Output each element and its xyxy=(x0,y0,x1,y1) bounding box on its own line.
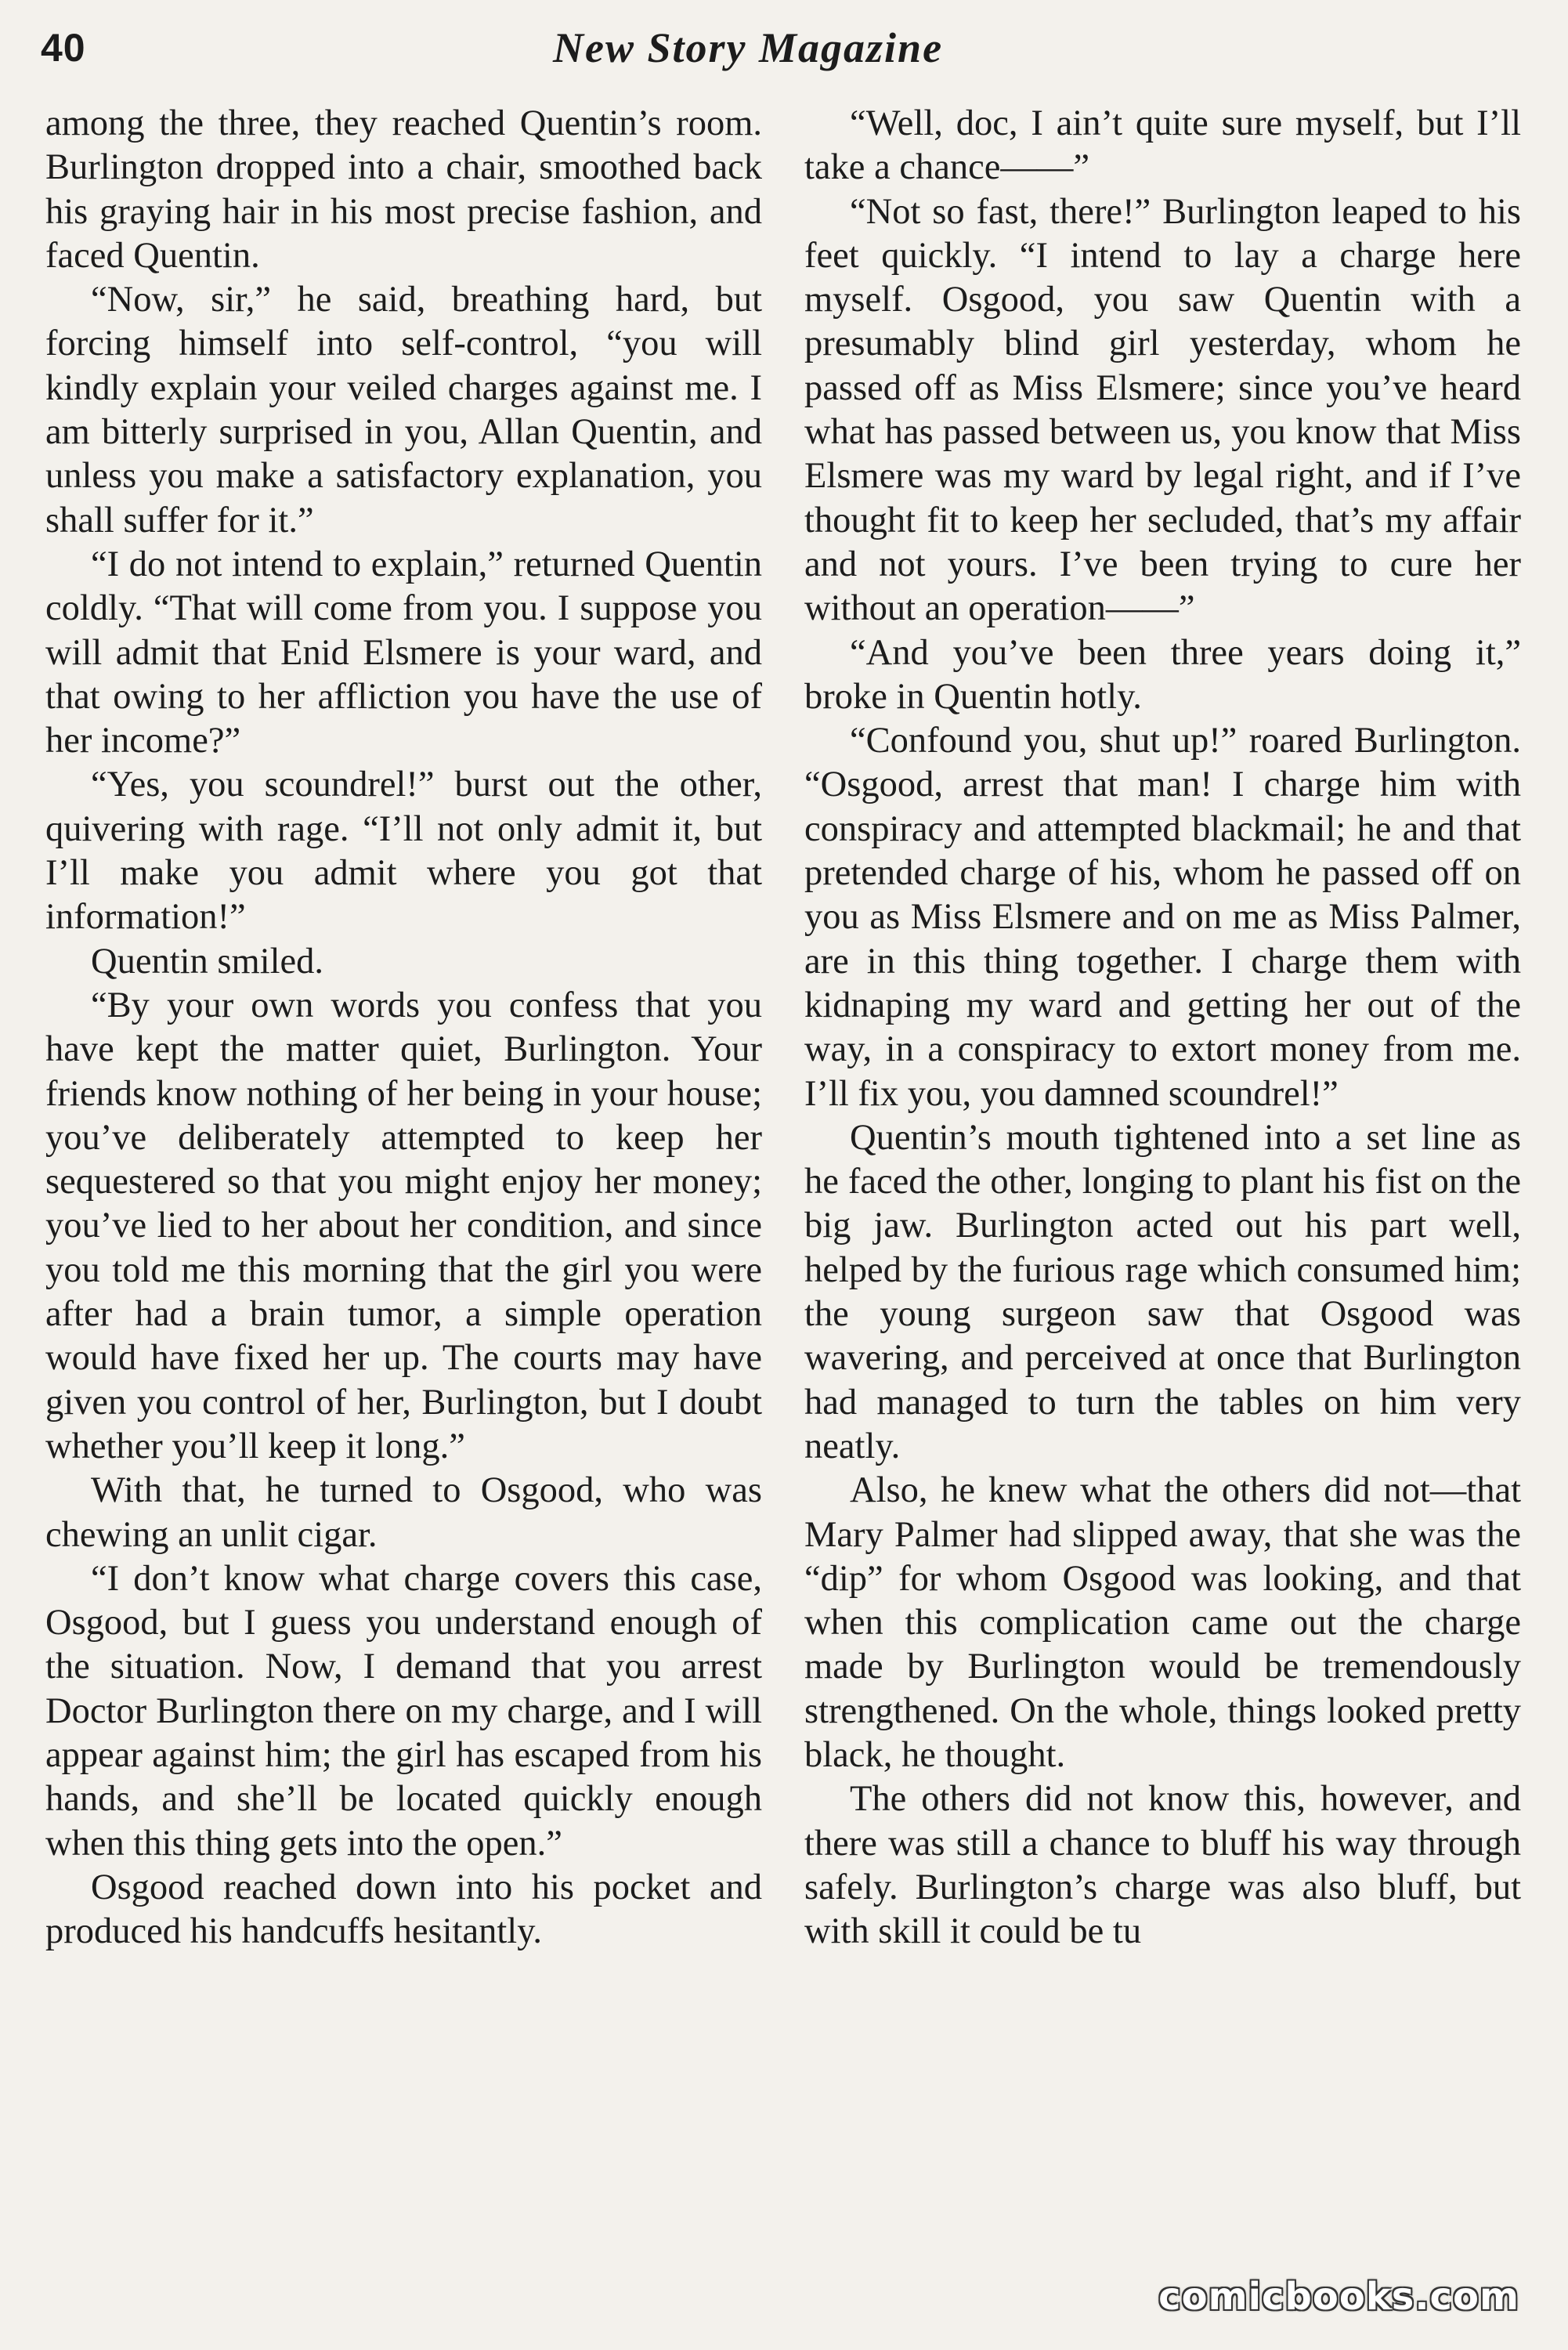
paragraph: “Not so fast, there!” Burlington leaped to his feet quickly. “I intend to lay a charge here myself. Osgood, you saw Quentin with a presumably blind girl yesterday, whom he passed off as Miss Elsmere; since you’ve heard what has passed between us, you know that Miss Elsmere was my ward by legal right, and if I’ve thought fit to keep her secluded, that’s my affair and not yours. I’ve been trying to cure her without an operation——” xyxy=(804,191,1521,629)
right-column xyxy=(804,102,1521,1954)
paragraph: The others did not know this, however, and there was still a chance to bluff his way through safely. Burlington’s charge was also bluff, but with skill it could be tu xyxy=(804,1779,1521,1952)
paragraph: “Yes, you scoundrel!” burst out the other, quivering with rage. “I’ll not only admit it, but I’ll make you admit where you got that information!” xyxy=(45,765,762,938)
page-header xyxy=(0,22,1568,77)
paragraph: “I don’t know what charge covers this case, Osgood, but I guess you understand enough of the situation. Now, I demand that you arrest Doctor Burlington there on my charge, and I will appear against him; the girl has escaped from his hands, and she’ll be located quickly enough when this thing gets into the open.” xyxy=(45,1558,762,1864)
paragraph: “By your own words you confess that you have kept the matter quiet, Burlington. Your friends know nothing of her being in your house; you’ve deliberately attempted to keep her sequestered so that you might enjoy her money; you’ve lied to her about her condition, and since you told me this morning that the girl you were after had a brain tumor, a simple operation would have fixed her up. The courts may have given you control of her, Burlington, but I doubt whether you’ll keep it long.” xyxy=(45,985,762,1466)
site-watermark: comicbooks.com xyxy=(1158,2275,1519,2319)
left-column xyxy=(45,102,762,1954)
paragraph: “I do not intend to explain,” returned Quentin coldly. “That will come from you. I suppose you will admit that Enid Elsmere is your ward, and that owing to her affliction you have the use of her income?” xyxy=(45,544,762,761)
paragraph: Quentin’s mouth tightened into a set line as he faced the other, longing to plant his fist on the big jaw. Burlington acted out his part well, helped by the furious rage which consumed him; the young surgeon saw that Osgood was wavering, and perceived at once that Burlington had managed to turn the tables on him very neatly. xyxy=(804,1117,1521,1466)
page-number: 40 xyxy=(41,26,86,70)
text-columns xyxy=(0,102,1568,2326)
paragraph: Osgood reached down into his pocket and produced his handcuffs hesitantly. xyxy=(45,1867,762,1952)
paragraph: “Well, doc, I ain’t quite sure myself, but I’ll take a chance——” xyxy=(804,103,1521,188)
paragraph: among the three, they reached Quentin’s room. Burlington dropped into a chair, smoothed back his graying hair in his most precise fashion, and faced Quentin. xyxy=(45,103,762,276)
paragraph: “And you’ve been three years doing it,” broke in Quentin hotly. xyxy=(804,632,1521,717)
paragraph: “Confound you, shut up!” roared Burlington. “Osgood, arrest that man! I charge him with conspiracy and attempted blackmail; he and that pretended charge of his, whom he passed off on you as Miss Elsmere and on me as Miss Palmer, are in this thing together. I charge them with kidnaping my ward and getting her out of the way, in a conspiracy to extort money from me. I’ll fix you, you damned scoundrel!” xyxy=(804,721,1521,1114)
paragraph: “Now, sir,” he said, breathing hard, but forcing himself into self-control, “you will kindly explain your veiled charges against me. I am bitterly surprised in you, Allan Quentin, and unless you make a satisfactory explanation, you shall suffer for it.” xyxy=(45,280,762,540)
running-title: New Story Magazine xyxy=(553,24,944,71)
paragraph: With that, he turned to Osgood, who was chewing an unlit cigar. xyxy=(45,1470,762,1555)
paragraph: Quentin smiled. xyxy=(91,941,324,982)
paragraph: Also, he knew what the others did not—that Mary Palmer had slipped away, that she was the “dip” for whom Osgood was looking, and that when this complication came out the charge made by Burlington would be tremendously strengthened. On the whole, things looked pretty black, he thought. xyxy=(804,1470,1521,1775)
